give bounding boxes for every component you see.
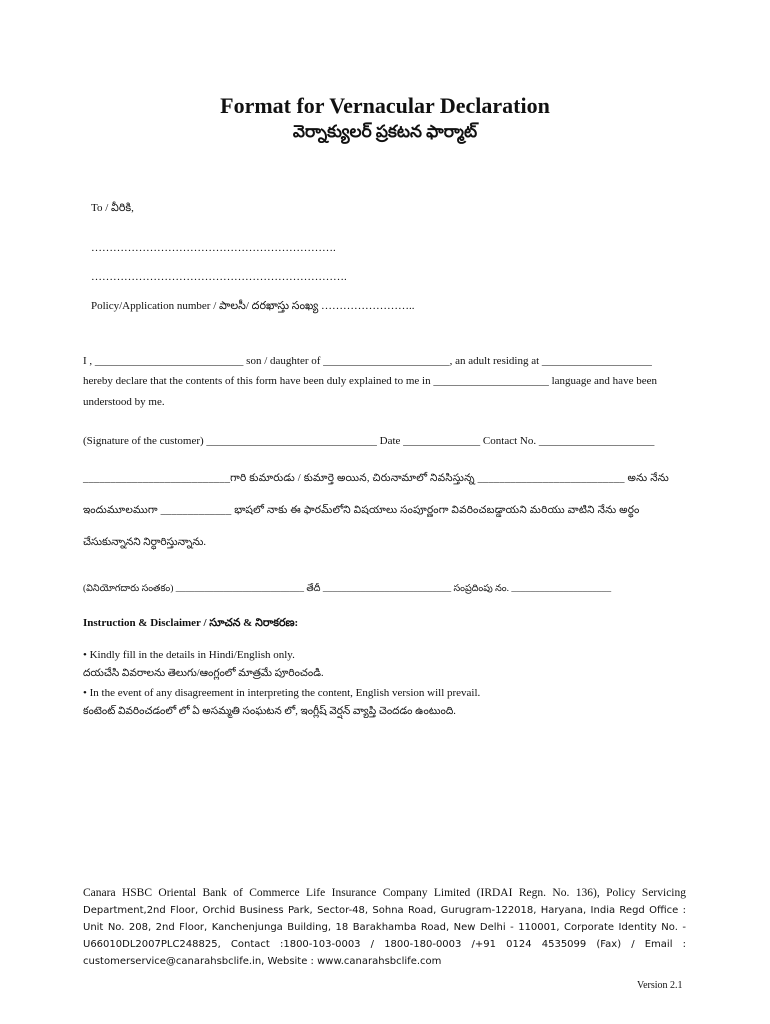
address-line-1: …………………………………………………………. (91, 242, 336, 254)
address-line-2: ……………………………………………………………. (91, 271, 347, 283)
version-label: Version 2.1 (637, 980, 683, 991)
instruction-item: • In the event of any disagreement in interpreting the content, English version will prevail. (83, 687, 481, 699)
instruction-item: దయచేసి వివరాలను తెలుగు/ఆంగ్లంలో మాత్రమే పూరించండి. (83, 668, 324, 679)
declaration-line-3: understood by me. (83, 396, 165, 408)
telugu-declaration-line-1: ___________________________గారి కుమారుడు / కుమార్తె అయిన, చిరునామాలో నివసిస్తున్న ___________________________ అను నేను (83, 473, 669, 484)
telugu-declaration-line-3: చేసుకున్నానని నిర్ధారిస్తున్నాను. (83, 537, 207, 548)
instruction-item: • Kindly fill in the details in Hindi/English only. (83, 649, 295, 661)
telugu-declaration-line-2: ఇందుమూలముగా _____________ భాషలో నాకు ఈ ఫారమ్‌లోని విషయాలు సంపూర్ణంగా వివరించబడ్డాయని మరియు వాటిని నేను అర్థం (83, 505, 640, 516)
policy-number-line: Policy/Application number / పాలసీ/ దరఖాస్తు సంఖ్య …………………….. (91, 300, 415, 312)
document-title: Format for Vernacular Declaration (220, 93, 550, 118)
footer-address: Department,2nd Floor, Orchid Business Park, Sector-48, Sohna Road, Gurugram-122018, Haryana, India Regd Office : Unit No. 208, 2nd Floor, Kanchenjunga Building, 18 Barakhamba Road, New Delhi - 110001, Corporate Identity No. - U66010DL2007PLC248825, Contact :1800-103-0003 / 1800-180-0003 /+91 0124 4535099 (Fax) / Email : customerservice@canarahsbclife.in, Website : www.canarahsbclife.com (83, 905, 686, 967)
document-subtitle-telugu: వెర్నాక్యులర్ ప్రకటన ఫార్మాట్ (292, 122, 478, 141)
to-line: To / వీరికి, (91, 202, 134, 214)
signature-line: (Signature of the customer) _______________________________ Date ______________ Contact No. _____________________ (83, 435, 655, 447)
instruction-item: కంటెంట్ వివరించడంలో లో ఏ అసమ్మతి సంఘటన లో, ఇంగ్లీష్ వెర్షన్ వ్యాప్తి చెందడం ఉంటుంది. (83, 706, 456, 717)
instruction-heading: Instruction & Disclaimer / సూచన & నిరాకరణ: (83, 617, 299, 629)
footer-company-info (83, 885, 686, 970)
declaration-line-1: I , ___________________________ son / daughter of _______________________, an adult residing at ____________________ (83, 355, 652, 367)
footer-company-name: Canara HSBC Oriental Bank of Commerce Life Insurance Company Limited (IRDAI Regn. No. 136), Policy Servicing (83, 887, 686, 899)
telugu-signature-line: (వినియోగదారు సంతకం) ___________________________ తేదీ ___________________________ సంప్రదింపు నం. _____________________ (83, 584, 612, 594)
declaration-line-2: hereby declare that the contents of this form have been duly explained to me in _____________________ language and have been (83, 375, 657, 387)
